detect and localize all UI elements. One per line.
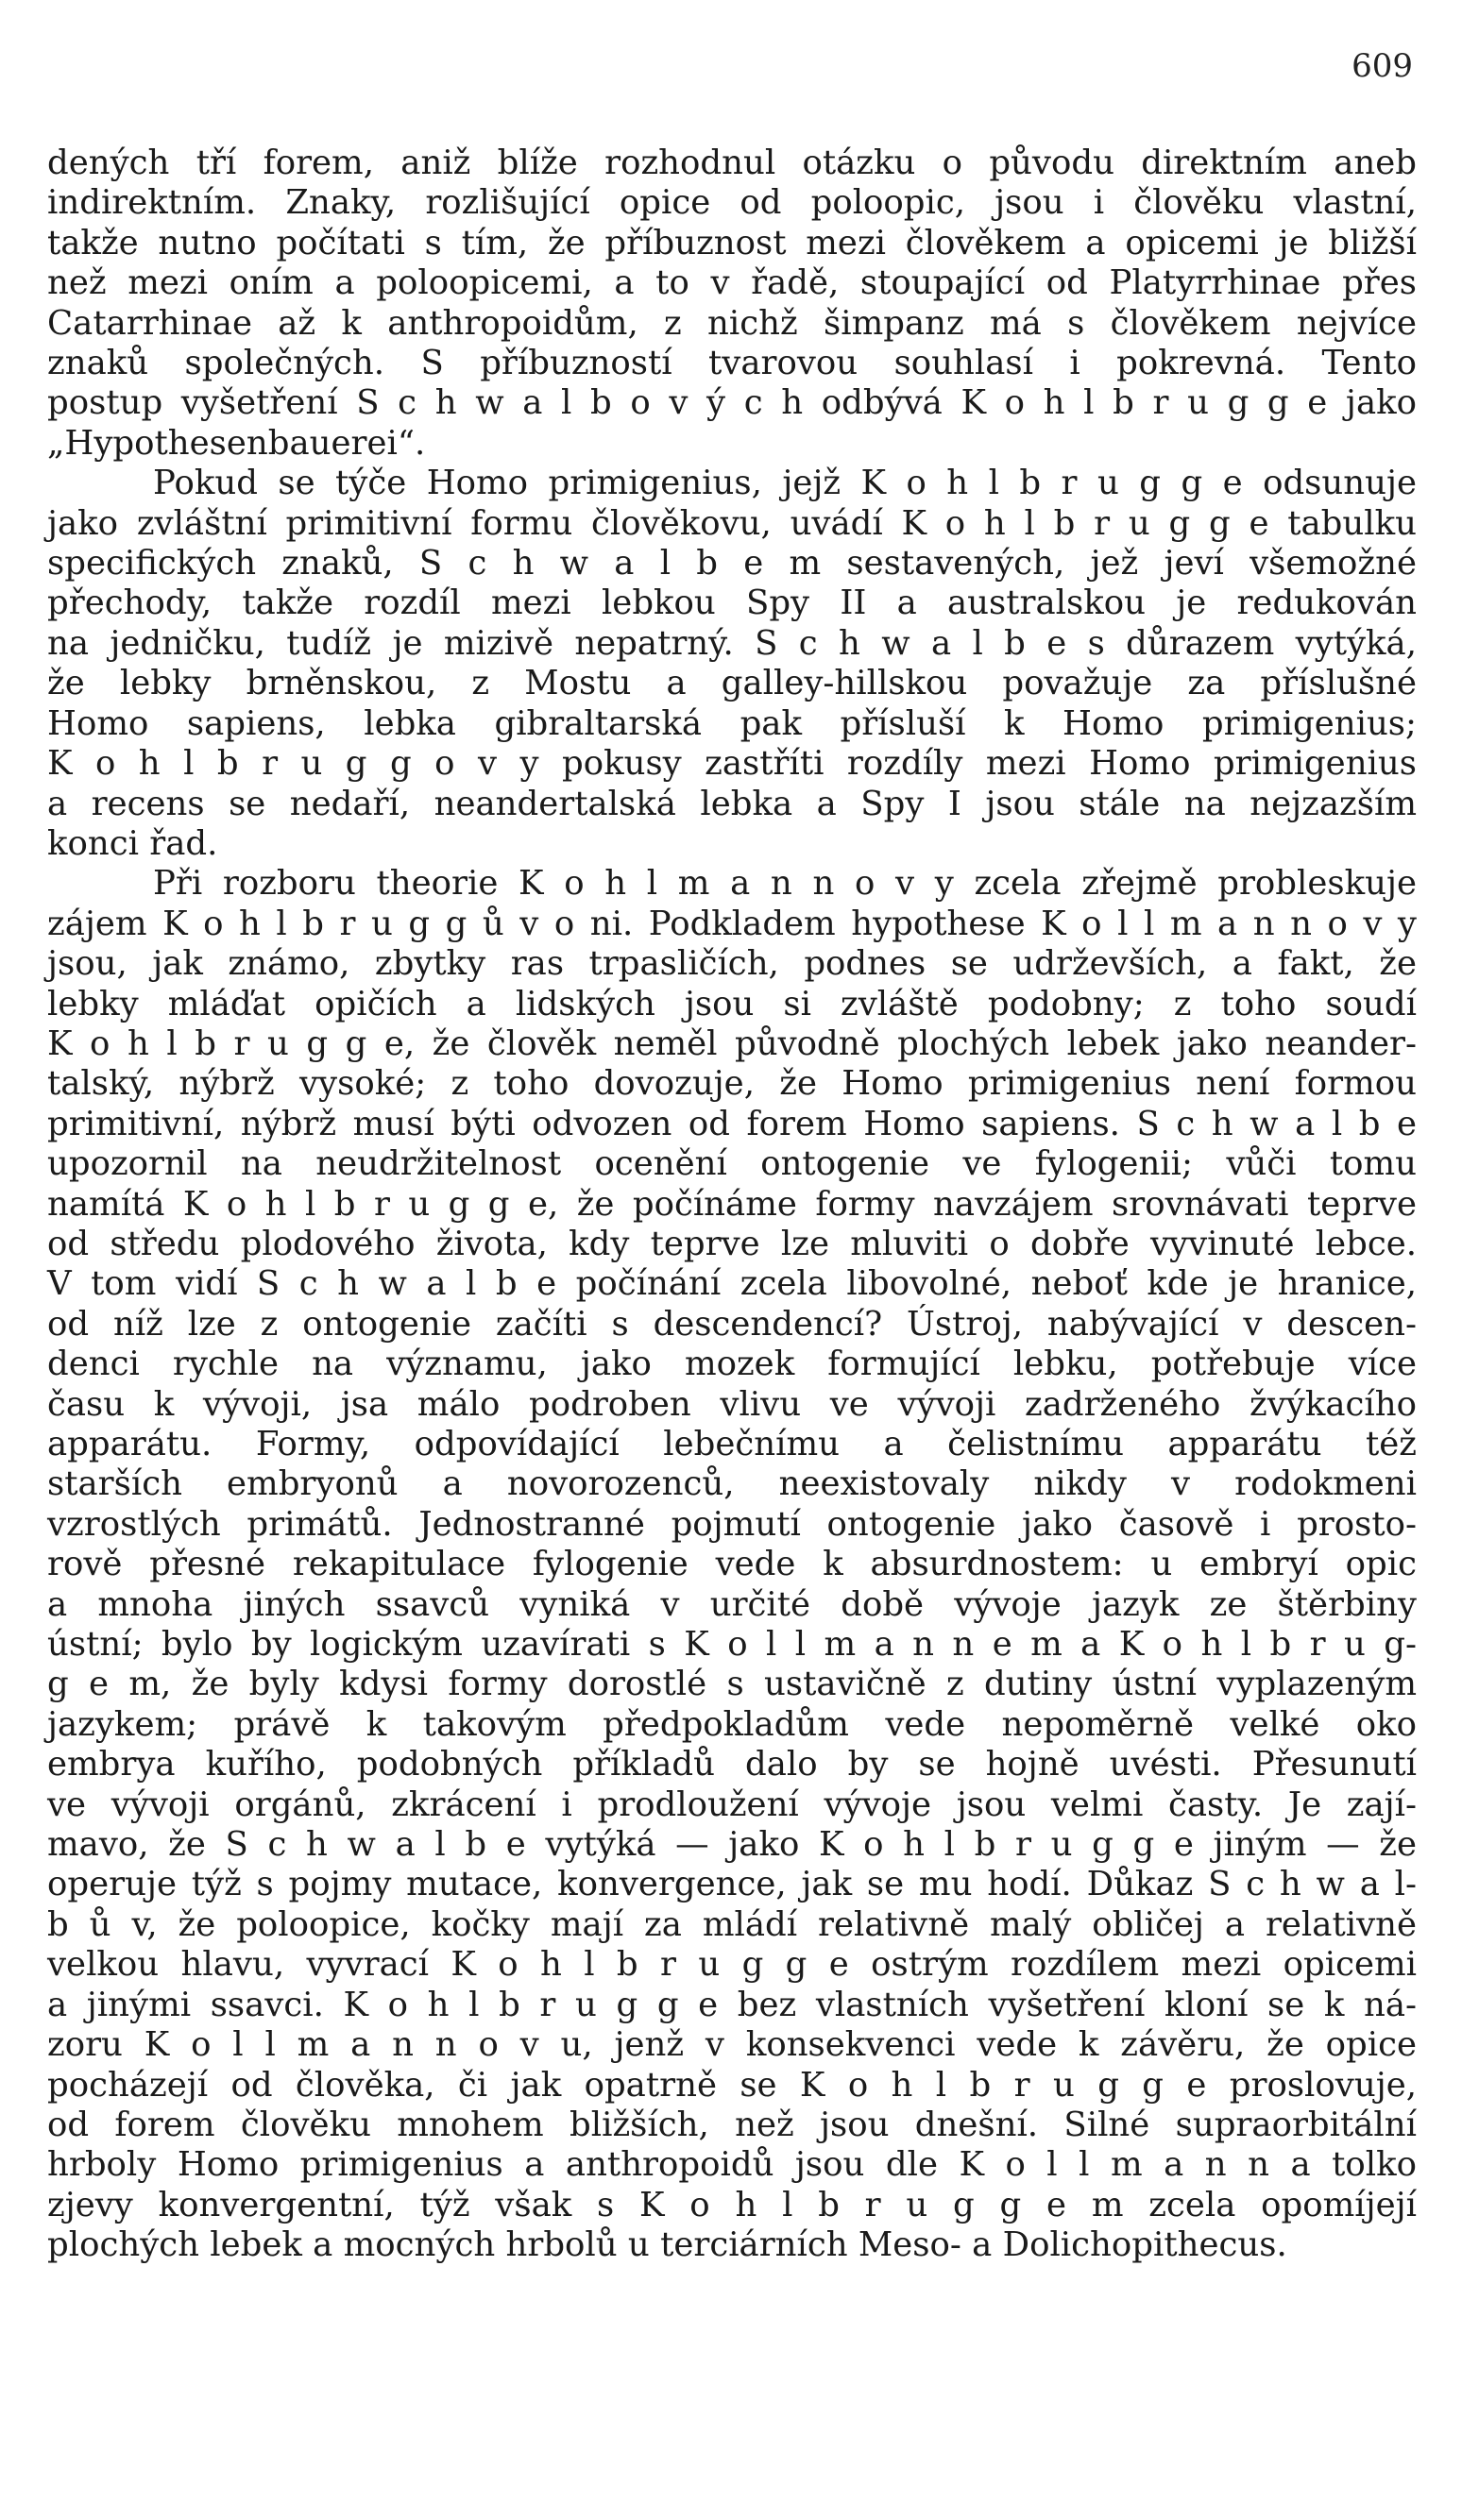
text-line: velkou hlavu, vyvrací K o h l b r u g g e ostrým rozdílem mezi opicemi [47, 1945, 1417, 1985]
text-line: jsou, jak známo, zbytky ras trpasličích, podnes se udrževších, a fakt, že [47, 944, 1417, 984]
body-text [47, 144, 1417, 2266]
text-line: a mnoha jiných ssavců vyniká v určité době vývoje jazyk ze štěrbiny [47, 1584, 1417, 1624]
text-line: od forem člověku mnohem bližších, než jsou dnešní. Silné supraorbitální [47, 2105, 1417, 2144]
text-line: od níž lze z ontogenie začíti s descendencí? Ústroj, nabývající v descen- [47, 1304, 1417, 1344]
text-line: ve vývoji orgánů, zkrácení i prodloužení vývoje jsou velmi časty. Je zají- [47, 1784, 1417, 1824]
text-line: mavo, že S c h w a l b e vytýká — jako K o h l b r u g g e jiným — že [47, 1825, 1417, 1865]
paragraph [47, 144, 1417, 464]
text-line: Pokud se týče Homo primigenius, jejž K o h l b r u g g e odsunuje [153, 464, 1417, 503]
text-line: apparátu. Formy, odpovídající lebečnímu a čelistnímu apparátu též [47, 1425, 1417, 1463]
text-line: Při rozboru theorie K o h l m a n n o v y zcela zřejmě probleskuje [153, 864, 1417, 904]
text-line: znaků společných. S příbuzností tvarovou souhlasí i pokrevná. Tento [47, 344, 1417, 383]
text-line: denci rychle na významu, jako mozek formující lebku, potřebuje více [47, 1345, 1417, 1384]
text-line: K o h l b r u g g o v y pokusy zastříti rozdíly mezi Homo primigenius [47, 744, 1417, 784]
text-line: indirektním. Znaky, rozlišující opice od poloopic, jsou i člověku vlastní, [47, 183, 1417, 223]
text-line: rově přesné rekapitulace fylogenie vede k absurdnostem: u embryí opic [47, 1545, 1417, 1584]
text-line: než mezi oním a poloopicemi, a to v řadě, stoupající od Platyrrhinae přes [47, 263, 1417, 303]
text-line: zoru K o l l m a n n o v u, jenž v konsekvenci vede k závěru, že opice [47, 2025, 1417, 2065]
text-line: dených tří forem, aniž blíže rozhodnul otázku o původu direktním aneb [47, 144, 1417, 182]
text-line: času k vývoji, jsa málo podroben vlivu ve vývoji zadrženého žvýkacího [47, 1384, 1417, 1424]
text-line: Homo sapiens, lebka gibraltarská pak přísluší k Homo primigenius; [47, 703, 1417, 743]
text-line: talský, nýbrž vysoké; z toho dovozuje, že Homo primigenius není formou [47, 1064, 1417, 1104]
text-line: od středu plodového života, kdy teprve lze mluviti o dobře vyvinuté lebce. [47, 1224, 1417, 1263]
text-line: jako zvláštní primitivní formu člověkovu, uvádí K o h l b r u g g e tabulku [47, 503, 1417, 543]
text-line: namítá K o h l b r u g g e, že počínáme formy navzájem srovnávati teprve [47, 1184, 1417, 1224]
text-line: zájem K o h l b r u g g ů v o ni. Podkladem hypothese K o l l m a n n o v y [47, 904, 1417, 943]
text-line: b ů v, že poloopice, kočky mají za mládí relativně malý obličej a relativně [47, 1904, 1417, 1944]
text-line: starších embryonů a novorozenců, neexistovaly nikdy v rodokmeni [47, 1464, 1417, 1504]
text-line: přechody, takže rozdíl mezi lebkou Spy II a australskou je redukován [47, 583, 1417, 623]
paragraph [47, 464, 1417, 864]
paragraph [47, 864, 1417, 2265]
page-number: 609 [1352, 47, 1413, 85]
text-line: že lebky brněnskou, z Mostu a galley-hillskou považuje za příslušné [47, 664, 1417, 703]
text-line: embrya kuřího, podobných příkladů dalo by se hojně uvésti. Přesunutí [47, 1745, 1417, 1784]
text-line: vzrostlých primátů. Jednostranné pojmutí ontogenie jako časově i prosto- [47, 1504, 1417, 1544]
text-line: na jedničku, tudíž je mizivě nepatrný. S c h w a l b e s důrazem vytýká, [47, 623, 1417, 663]
text-line: jazykem; právě k takovým předpokladům vede nepoměrně velké oko [47, 1704, 1417, 1744]
text-line: g e m, že byly kdysi formy dorostlé s ustavičně z dutiny ústní vyplazeným [47, 1665, 1417, 1704]
text-line: zjevy konvergentní, týž však s K o h l b r u g g e m zcela opomíjejí [47, 2185, 1417, 2224]
text-line: ústní; bylo by logickým uzavírati s K o l l m a n n e m a K o h l b r u g- [47, 1625, 1417, 1665]
text-line: V tom vidí S c h w a l b e počínání zcela libovolné, neboť kde je hranice, [47, 1264, 1417, 1304]
text-line: „Hypothesenbauerei“. [47, 423, 426, 463]
text-line: K o h l b r u g g e, že člověk neměl původně plochých lebek jako neander- [47, 1023, 1417, 1063]
text-line: pocházejí od člověka, či jak opatrně se K o h l b r u g g e proslovuje, [47, 2065, 1417, 2105]
text-line: hrboly Homo primigenius a anthropoidů jsou dle K o l l m a n n a tolko [47, 2145, 1417, 2185]
text-line: primitivní, nýbrž musí býti odvozen od forem Homo sapiens. S c h w a l b e [47, 1104, 1417, 1143]
text-line: konci řad. [47, 823, 218, 863]
text-line: a recens se nedaří, neandertalská lebka a Spy I jsou stále na nejzazším [47, 784, 1417, 823]
text-line: operuje týž s pojmy mutace, konvergence, jak se mu hodí. Důkaz S c h w a l- [47, 1865, 1417, 1904]
text-line: upozornil na neudržitelnost ocenění ontogenie ve fylogenii; vůči tomu [47, 1144, 1417, 1184]
text-line: postup vyšetření S c h w a l b o v ý c h odbývá K o h l b r u g g e jako [47, 383, 1417, 423]
text-line: plochých lebek a mocných hrbolů u terciárních Meso- a Dolichopithecus. [47, 2225, 1287, 2265]
text-line: a jinými ssavci. K o h l b r u g g e bez vlastních vyšetření kloní se k ná- [47, 1985, 1417, 2024]
text-line: Catarrhinae až k anthropoidům, z nichž šimpanz má s člověkem nejvíce [47, 303, 1417, 343]
text-line: specifických znaků, S c h w a l b e m sestavených, jež jeví všemožné [47, 544, 1417, 583]
text-line: lebky mláďat opičích a lidských jsou si zvláště podobny; z toho soudí [47, 984, 1417, 1023]
text-line: takže nutno počítati s tím, že příbuznost mezi člověkem a opicemi je bližší [47, 223, 1417, 262]
